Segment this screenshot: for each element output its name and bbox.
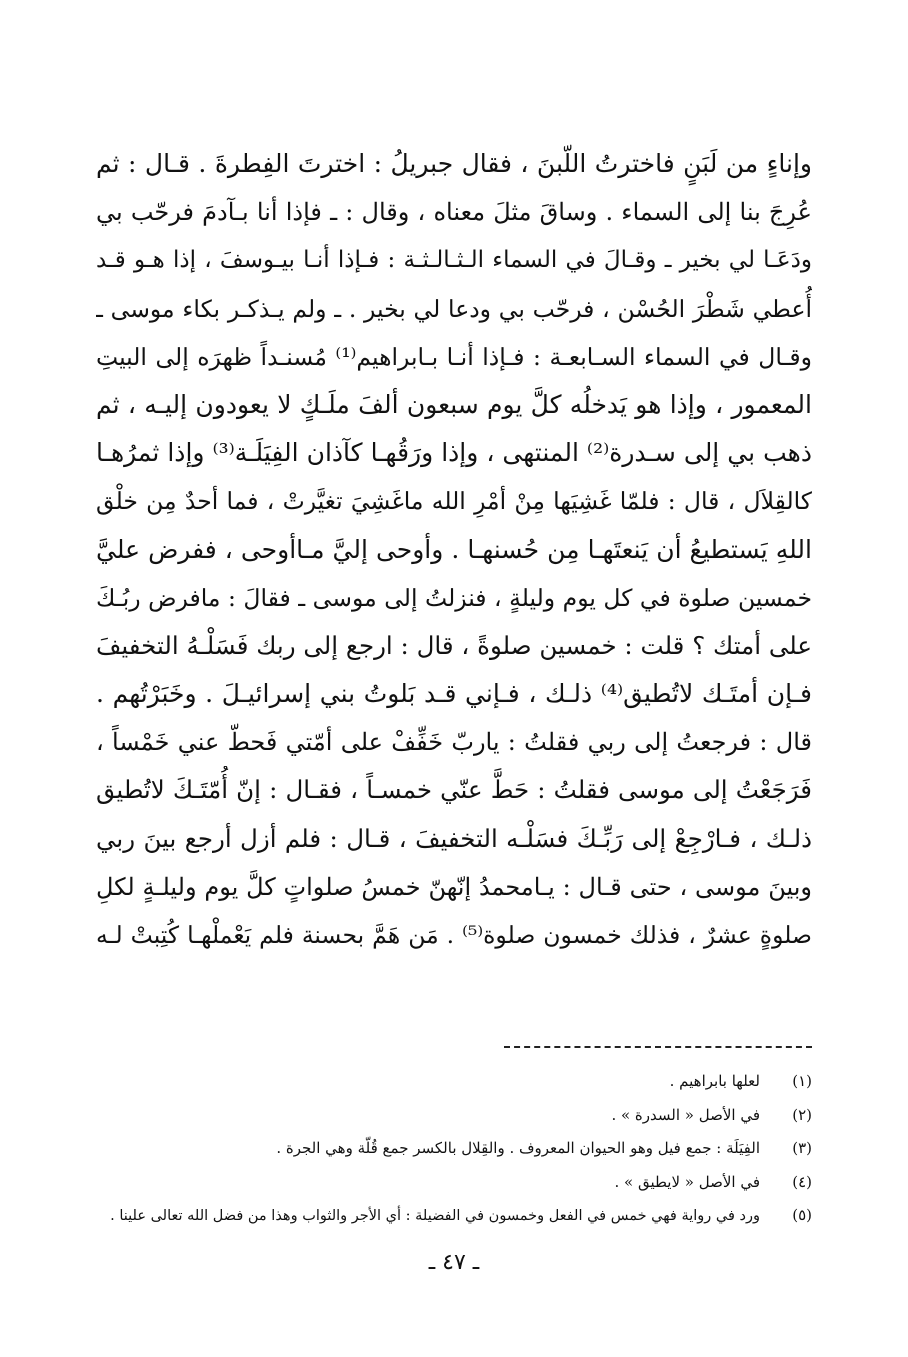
footnote-text: لعلها بابراهيم . (669, 1072, 760, 1090)
text-line: المعمور ، وإذا هو يَدخلُه كلَّ يوم سبعون ألفَ ملَـكٍ لا يعودون إليـه ، ثم (96, 389, 812, 419)
footnote-separator (504, 1046, 812, 1048)
text-line: كالقِلاَل ، قال : فلمّا غَشِيَها مِنْ أمْرِ الله ماغَشِيَ تغيَّرتْ ، فما أحدٌ مِن خلْق (96, 487, 812, 516)
text-line: ذلـك ، فـارْجِعْ إلى رَبِّـكَ فسَلْـه التخفيفَ ، قـال : فلم أزل أرجع بينَ ربي (96, 823, 812, 853)
text-line: ذهب بي إلى سـدرة⁽²⁾ المنتهى ، وإذا ورَقُهـا كآذان الفِيَلَـة⁽³⁾ وإذا ثمرُهـا (96, 438, 812, 468)
footnote-text: ورد في رواية فهي خمس في الفعل وخمسون في الفضيلة : أي الأجر والثواب وهذا من فضل الله تعالى علينا . (110, 1208, 760, 1224)
footnote-number: (٢) (792, 1105, 812, 1124)
footnote-number: (٤) (792, 1172, 812, 1191)
footnote-number: (١) (792, 1072, 812, 1090)
footnote (96, 1065, 812, 1099)
footnote (96, 1132, 812, 1166)
text-line: فـإن أمتَـك لاتُطيق⁽⁴⁾ ذلـك ، فـإني قـد بَلوتُ بني إسرائيـلَ . وخَبَرْتُهم . (96, 679, 812, 709)
footnote-text: الفِيَلَة : جمع فيل وهو الحيوان المعروف . والقِلال بالكسر جمع قُلّة وهي الجرة . (276, 1139, 760, 1157)
text-line: وقـال في السماء السـابعـة : فـإذا أنـا بـابراهيم⁽¹⁾ مُسنـداً ظهرَه إلى البيتِ (96, 342, 812, 371)
text-line: فَرَجَعْتُ إلى موسى فقلتُ : حَطَّ عنّي خمسـاً ، فقـال : إنّ أُمّتَـكَ لاتُطيق (96, 775, 812, 805)
page-number: ـ ٤٧ ـ (428, 1250, 480, 1275)
text-line: على أمتك ؟ قلت : خمسين صلوةً ، قال : ارجع إلى ربك فَسَلْـهُ التخفيفَ (96, 630, 812, 660)
footnote (96, 1099, 812, 1133)
footnote-number: (٥) (792, 1206, 812, 1224)
footnote (96, 1166, 812, 1200)
text-line: وبينَ موسى ، حتى قـال : يـامحمدُ إنّهنّ خمسُ صلواتٍ كلَّ يوم وليلـةٍ لكلِ (96, 872, 812, 901)
footnote-number: (٣) (792, 1139, 812, 1157)
footnote-text: في الأصل « السدرة » . (611, 1105, 760, 1124)
footnotes (96, 1065, 812, 1233)
text-line: صلوةٍ عشرٌ ، فذلك خمسون صلوة⁽⁵⁾ . مَن هَمَّ بحسنة فلم يَعْملْهـا كُتِبتْ لـه (96, 921, 812, 949)
footnote (96, 1199, 812, 1233)
text-line: أُعطي شَطْرَ الحُسْن ، فرحّب بي ودعا لي بخير . ـ ولم يـذكـر بكاء موسى ـ (96, 294, 812, 323)
footnote-text: في الأصل « لايطيق » . (614, 1172, 760, 1191)
text-line: وإناءٍ من لَبَنٍ فاخترتُ اللّبنَ ، فقال جبريلُ : اخترتَ الفِطرةَ . قـال : ثم (96, 149, 812, 178)
text-line: قال : فرجعتُ إلى ربي فقلتُ : ياربّ خَفِّفْ على أمّتي فَحطّ عني خَمْساً ، (96, 728, 812, 757)
main-text (96, 140, 812, 959)
text-line: ودَعَـا لي بخير ـ وقـالَ في السماء الـثـالـثـة : فـإذا أنـا بيـوسفَ ، إذا هـو قـد (96, 247, 812, 274)
text-line: اللهِ يَستطيعُ أن يَنعتَهـا مِن حُسنهـا . وأوحى إليَّ مـاأوحى ، ففرض عليَّ (96, 534, 812, 564)
text-line: عُرِجَ بنا إلى السماء . وساقَ مثلَ معناه ، وقال : ـ فإذا أنا بـآدمَ فرحّب بي (96, 198, 812, 227)
text-line: خمسين صلوة في كل يوم وليلةٍ ، فنزلتُ إلى موسى ـ فقالَ : مافرض ربُـكَ (96, 583, 812, 612)
